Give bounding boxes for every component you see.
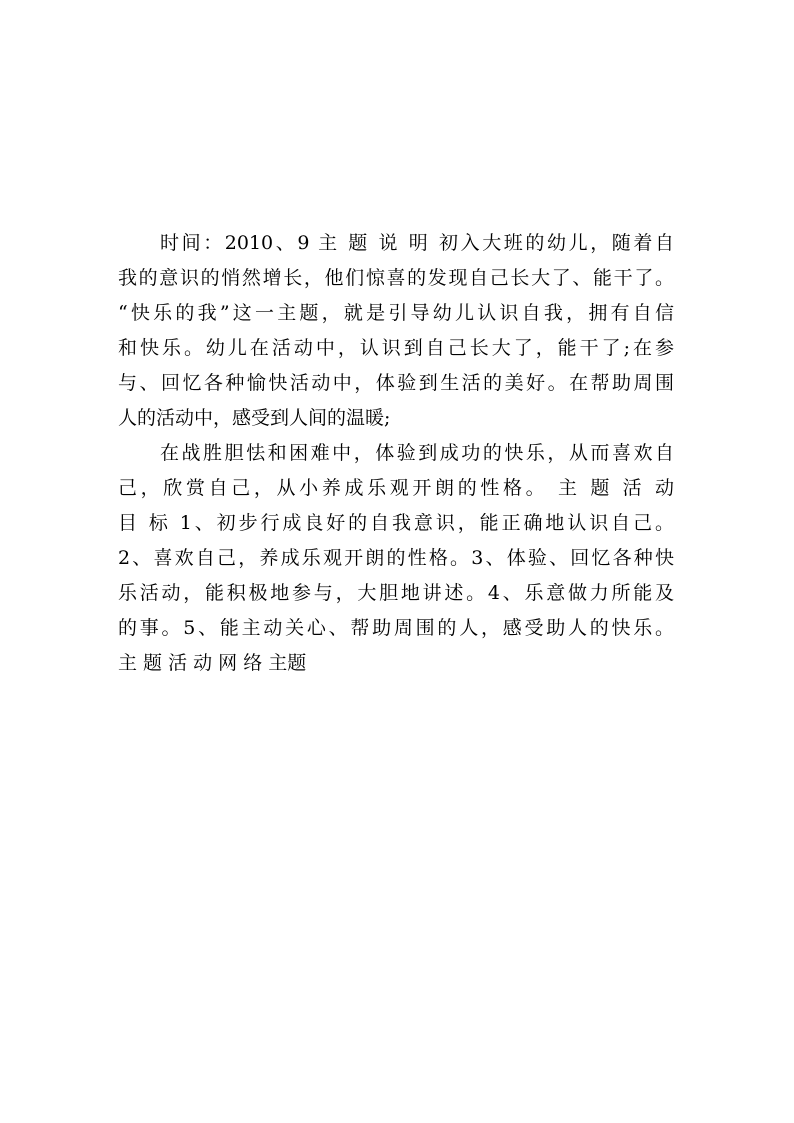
paragraph-1-line-3: “快乐的我”这一主题，就是引导幼儿认识自我，拥有自信 xyxy=(118,302,674,324)
paragraph-2-line-2: 己，欣赏自己，从小养成乐观开朗的性格。 主 题 活 动 xyxy=(118,477,674,499)
paragraph-1-line-1: 时间：2010、9 主 题 说 明 初入大班的幼儿，随着自 xyxy=(160,232,674,254)
paragraph-2-line-5: 乐活动，能积极地参与，大胆地讲述。4、乐意做力所能及 xyxy=(118,582,674,604)
paragraph-2-line-4: 2、喜欢自己，养成乐观开朗的性格。3、体验、回忆各种快 xyxy=(118,547,674,569)
paragraph-2-line-6: 的事。5、能主动关心、帮助周围的人，感受助人的快乐。 xyxy=(118,617,674,639)
paragraph-2-line-1: 在战胜胆怯和困难中，体验到成功的快乐，从而喜欢自 xyxy=(160,442,674,464)
paragraph-1-line-6: 人的活动中，感受到人间的温暖; xyxy=(118,407,391,429)
paragraph-1-line-5: 与、回忆各种愉快活动中，体验到生活的美好。在帮助周围 xyxy=(118,372,674,394)
paragraph-1-line-4: 和快乐。幼儿在活动中，认识到自己长大了，能干了;在参 xyxy=(118,337,674,359)
paragraph-2-line-3: 目 标 1、初步行成良好的自我意识，能正确地认识自己。 xyxy=(118,512,674,534)
paragraph-2-line-7: 主 题 活 动 网 络 主题 xyxy=(118,652,307,674)
document-body xyxy=(118,226,674,681)
paragraph-1-line-2: 我的意识的悄然增长，他们惊喜的发现自己长大了、能干了。 xyxy=(118,267,674,289)
